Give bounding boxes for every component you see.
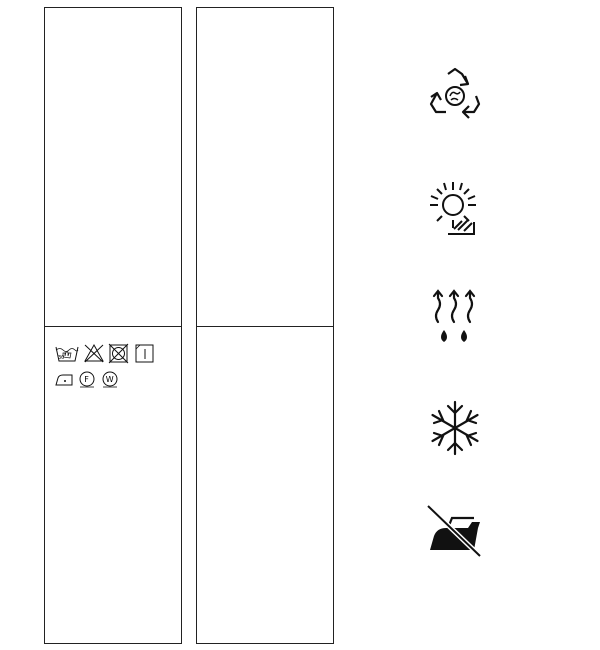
recycle-icon	[424, 66, 486, 126]
feature-cool-touch	[400, 398, 510, 462]
moisture-icon	[424, 288, 486, 346]
feature-uv-cut	[400, 178, 510, 244]
tag-divider	[197, 326, 333, 327]
care-notes-tag	[196, 7, 334, 644]
snowflake-icon	[425, 398, 485, 458]
feature-moisture	[400, 288, 510, 350]
care-symbols-row	[54, 341, 176, 365]
line-dry-icon	[136, 345, 153, 362]
svg-text:F: F	[84, 375, 89, 384]
sun-icon	[424, 178, 486, 240]
no-bleach-icon	[85, 345, 103, 362]
iron-icon	[424, 502, 486, 560]
wet-clean-icon	[103, 372, 117, 387]
no-tumble-dry-icon	[109, 344, 128, 363]
feature-recycle	[400, 66, 510, 130]
feature-anti-wrinkle	[400, 502, 510, 564]
svg-text:W: W	[105, 375, 114, 384]
hand-wash-icon	[56, 347, 78, 361]
care-label-tag	[44, 7, 182, 644]
svg-text:30: 30	[58, 355, 65, 361]
tag-divider	[45, 326, 181, 327]
care-symbols-row-2	[54, 370, 124, 388]
iron-low-icon	[56, 375, 72, 385]
dry-clean-f-icon	[80, 372, 94, 387]
